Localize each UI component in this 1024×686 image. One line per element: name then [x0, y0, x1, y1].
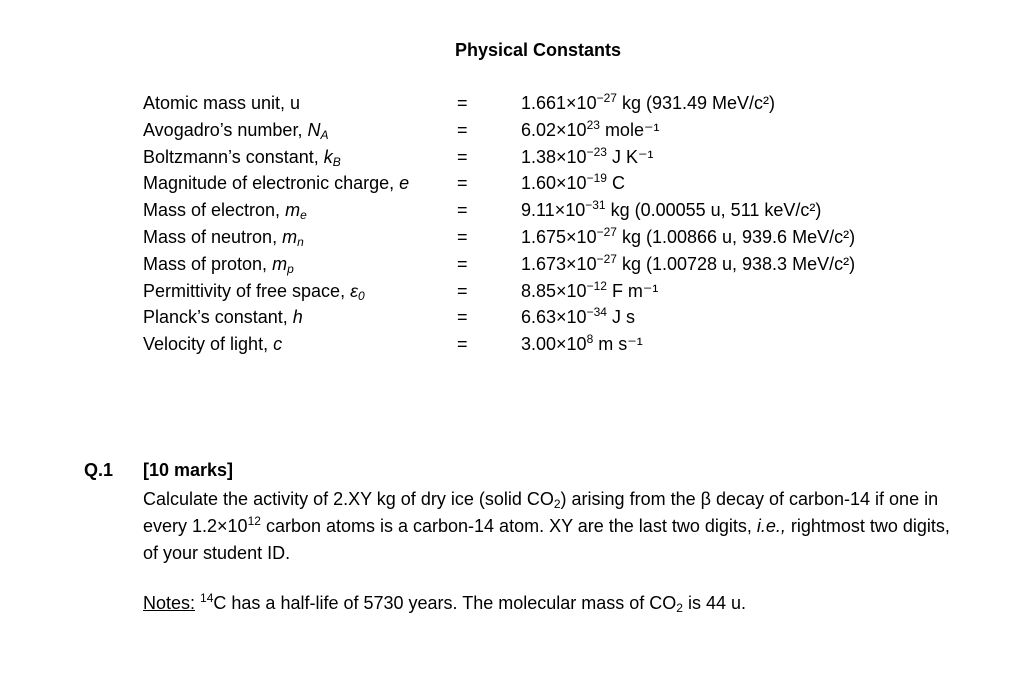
constant-value: $9.11\times 10^{-31}$ kg (0.00055 u, 511 keV/c²): [521, 198, 822, 221]
page-title: Physical Constants: [454, 40, 622, 60]
notes-label: Notes:: [143, 593, 196, 613]
constant-name: Magnitude of electronic charge, e: [143, 173, 410, 194]
constant-row: [0, 251, 1024, 278]
constant-value: $1.675\times 10^{-27}$ kg (1.00866 u, 939.6 MeV/c²): [521, 225, 856, 247]
equals-sign: =: [457, 253, 468, 274]
constant-name: Avogadro’s number, $N_A$: [143, 119, 329, 142]
constant-row: [0, 304, 1024, 331]
constant-value: $1.673\times 10^{-27}$ kg (1.00728 u, 938.3 MeV/c²): [521, 251, 856, 274]
equals-sign: =: [457, 227, 468, 247]
equals-sign: =: [457, 307, 468, 328]
constant-row: [0, 90, 1024, 117]
equals-sign: =: [457, 280, 468, 301]
constant-row: [0, 224, 1024, 251]
constant-value: $1.60\times 10^{-19}$ C: [521, 171, 625, 194]
constant-value: $8.85\times 10^{-12}$ F m⁻¹: [521, 278, 659, 301]
equals-sign: =: [457, 93, 468, 113]
notes: Notes: $^{14}$C has a half-life of 5730 years. The molecular mass of $CO_2$ is 44 u.: [143, 591, 747, 615]
constant-name: Mass of electron, $m_e$: [143, 200, 307, 223]
question-marks: [10 marks]: [143, 460, 234, 480]
equals-sign: =: [457, 173, 468, 194]
question-label: Q.1: [84, 460, 114, 480]
equals-sign: =: [457, 200, 468, 221]
constant-name: Mass of neutron, $m_n$: [143, 227, 304, 249]
constant-row: [0, 170, 1024, 197]
constant-row: [0, 278, 1024, 305]
constant-row: [0, 144, 1024, 171]
question-text: Calculate the activity of 2.XY kg of dry ice (solid $CO_2$) arising from the β decay of carbon-14 if one in every $1.2\times 10^{12}$ carbon atoms is a carbon-14 atom. XY are the last two digits, i.e., rightmost two digits, of your student ID.: [143, 489, 950, 563]
constant-row: [0, 197, 1024, 224]
constant-name: Planck’s constant, h: [143, 307, 303, 328]
equals-sign: =: [457, 334, 468, 355]
equals-sign: =: [457, 146, 468, 167]
constant-name: Mass of proton, $m_p$: [143, 253, 294, 276]
constant-value: $1.661\times 10^{-27}$ kg (931.49 MeV/c²): [521, 91, 775, 113]
constant-value: $6.02\times 10^{23}$ mole⁻¹: [521, 117, 660, 140]
constant-name: Velocity of light, c: [143, 334, 283, 355]
constant-value: $6.63\times 10^{-34}$ J s: [521, 305, 635, 328]
constant-row: [0, 117, 1024, 144]
equals-sign: =: [457, 119, 468, 140]
constant-row: [0, 331, 1024, 358]
constant-value: $1.38\times 10^{-23}$ J K⁻¹: [521, 144, 654, 167]
constant-name: Permittivity of free space, $\varepsilon_0$: [143, 280, 365, 303]
constant-value: $3.00\times 10^8$ m s⁻¹: [521, 332, 643, 355]
constant-name: Boltzmann’s constant, $k_B$: [143, 146, 341, 169]
constant-name: Atomic mass unit, u: [143, 93, 301, 113]
